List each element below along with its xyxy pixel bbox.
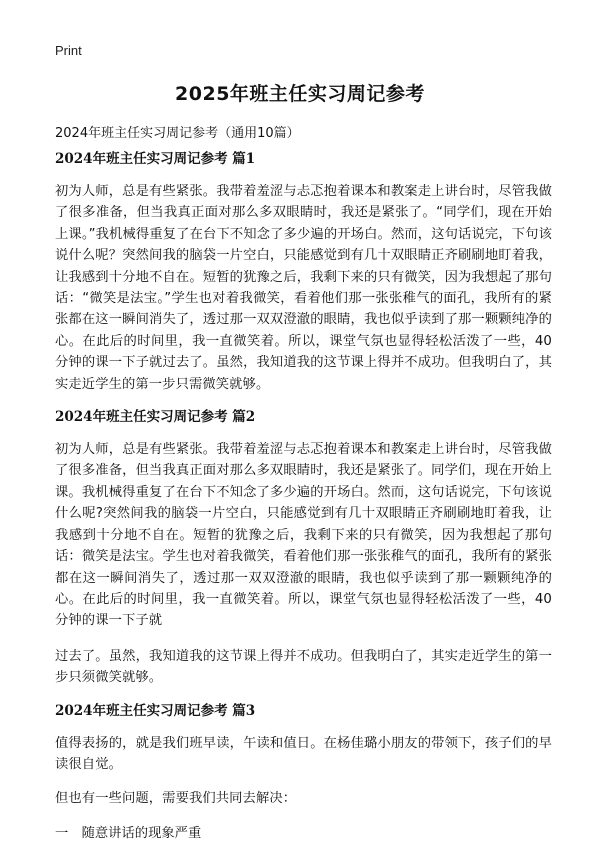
section-heading: 2024年班主任实习周记参考 篇1: [55, 151, 256, 167]
paragraph: 但也有一些问题，需要我们共同去解决：: [55, 791, 297, 807]
list-item: 一 随意讲话的现象严重: [55, 825, 202, 841]
section-2: [55, 408, 552, 688]
paragraph: 过去了。虽然，我知道我的这节课上得并不成功。但我明白了，其实走近学生的第一步只须微笑就够。: [55, 648, 552, 686]
section-1: [55, 150, 552, 395]
document-subtitle: 2024年班主任实习周记参考（通用10篇）: [55, 126, 300, 141]
document-body: [55, 150, 552, 844]
print-link[interactable]: Print: [55, 43, 82, 58]
paragraph: 值得表扬的，就是我们班早读，午读和值日。在杨佳璐小朋友的带领下，孩子们的早读很自觉。: [55, 735, 552, 772]
document-title: 2025年班主任实习周记参考: [175, 83, 425, 105]
paragraph: 初为人师，总是有些紧张。我带着羞涩与忐忑抱着课本和教案走上讲台时，尽管我做了很多准备，但当我真正面对那么多双眼睛时，我还是紧张了。“同学们，现在开始上课。”我机械得重复了在台下不知念了多少遍的开场白。然而，这句话说完，下句该说什么呢？突然间我的脑袋一片空白，只能感觉到有几十双眼睛正齐刷刷地盯着我，让我感到十分地不自在。短暂的犹豫之后，我剩下来的只有微笑，因为我想起了那句话：“微笑是法宝。”学生也对着我微笑，看着他们那一张张稚气的面孔，我所有的紧张都在这一瞬间消失了，透过那一双双澄澈的眼睛，我也似乎读到了那一颗颗纯净的心。在此后的时间里，我一直微笑着。所以，课堂气氛也显得轻松活泼了一些，40分钟的课一下子就过去了。虽然，我知道我的这节课上得并不成功。但我明白了，其实走近学生的第一步只需微笑就够。: [55, 184, 552, 392]
section-heading: 2024年班主任实习周记参考 篇2: [55, 409, 256, 426]
section-3: [55, 702, 552, 844]
section-heading: 2024年班主任实习周记参考 篇3: [55, 702, 256, 719]
paragraph: 初为人师，总是有些紧张。我带着羞涩与忐忑抱着课本和教案走上讲台时，尽管我做了很多准备，但当我真正面对那么多双眼睛时，我还是紧张了。同学们，现在开始上课。我机械得重复了在台下不知念了多少遍的开场白。然而，这句话说完，下句该说什么呢?突然间我的脑袋一片空白，只能感觉到有几十双眼睛正齐刷刷地盯着我，让我感到十分地不自在。短暂的犹豫之后，我剩下来的只有微笑，因为我想起了那句话：微笑是法宝。学生也对着我微笑，看着他们那一张张稚气的面孔，我所有的紧张都在这一瞬间消失了，透过那一双双澄澈的眼睛，我也似乎读到了那一颗颗纯净的心。在此后的时间里，我一直微笑着。所以，课堂气氛也显得轻松活泼了一些，40分钟的课一下子就: [55, 442, 552, 629]
